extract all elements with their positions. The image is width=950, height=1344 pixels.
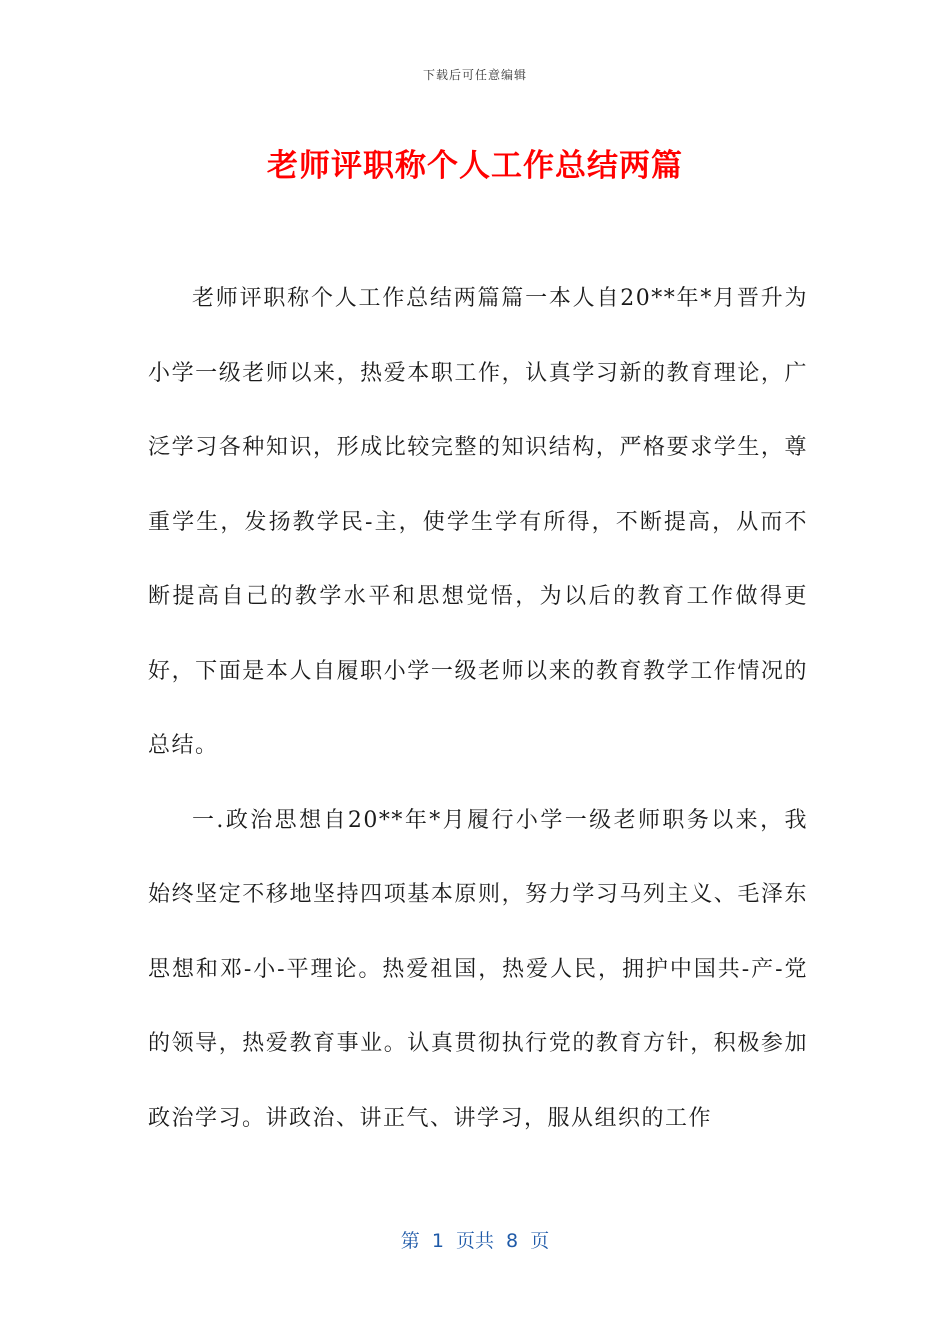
paragraph-political-thought: 一.政治思想自20**年*月履行小学一级老师职务以来，我始终坚定不移地坚持四项基本原则，努力学习马列主义、毛泽东思想和邓-小-平理论。热爱祖国，热爱人民，拥护中国共-产-党的领导，热爱教育事业。认真贯彻执行党的教育方针，积极参加政治学习。讲政治、讲正气、讲学习，服从组织的工作 bbox=[148, 807, 808, 1131]
header-note: 下载后可任意编辑 bbox=[422, 68, 527, 82]
footer-suffix: 页 bbox=[530, 1230, 550, 1252]
document-title: 老师评职称个人工作总结两篇 bbox=[267, 148, 683, 184]
paragraph-intro: 老师评职称个人工作总结两篇篇一本人自20**年*月晋升为小学一级老师以来，热爱本职工作，认真学习新的教育理论，广泛学习各种知识，形成比较完整的知识结构，严格要求学生，尊重学生，发扬教学民-主，使学生学有所得，不断提高，从而不断提高自己的教学水平和思想觉悟，为以后的教育工作做得更好，下面是本人自履职小学一级老师以来的教育教学工作情况的总结。 bbox=[148, 286, 808, 758]
document-body bbox=[148, 262, 808, 1156]
page-footer bbox=[0, 1226, 950, 1253]
footer-prefix: 第 bbox=[400, 1230, 420, 1252]
footer-total-pages: 8 bbox=[506, 1230, 519, 1252]
footer-current-page: 1 bbox=[431, 1230, 444, 1252]
footer-middle: 页共 bbox=[455, 1230, 494, 1252]
